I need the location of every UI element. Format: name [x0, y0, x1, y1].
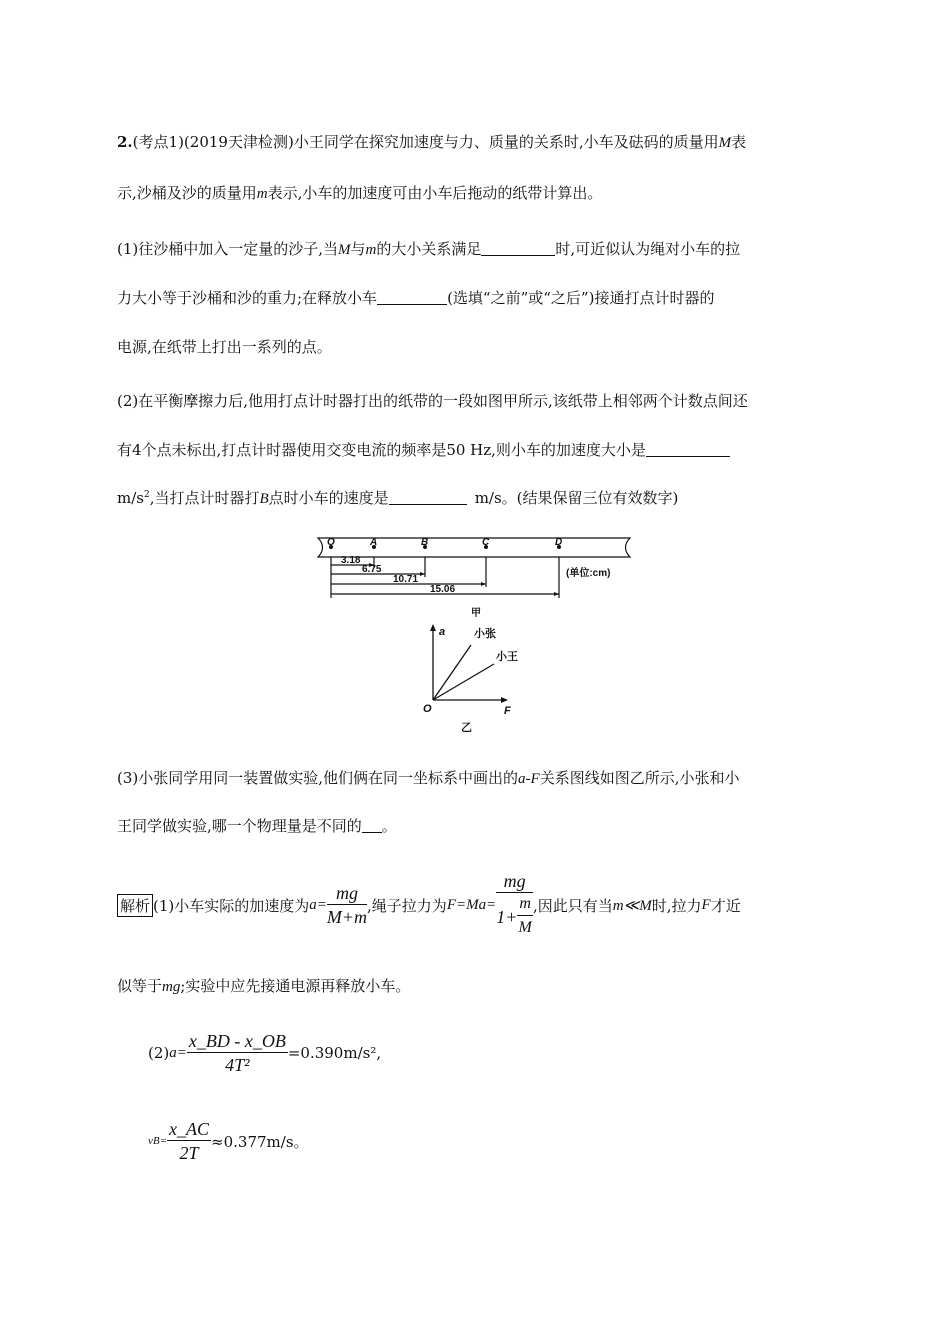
solution-text: ,因此只有当	[532, 896, 613, 915]
distance-OC: 10.71	[393, 574, 419, 585]
question-text: (3)小张同学用同一装置做实验,他们俩在同一坐标系中画出的	[117, 769, 519, 787]
solution-text: a=	[169, 1044, 187, 1061]
symbol-m: m	[256, 186, 268, 202]
answer-blank-2[interactable]	[377, 290, 447, 305]
symbol-aF: a-F	[518, 771, 540, 787]
origin-label: O	[423, 703, 432, 715]
question-text: 电源,在纸带上打出一系列的点。	[117, 338, 332, 356]
solution-line-1	[117, 870, 741, 940]
question-text: 关系图线如图乙所示,小张和小	[539, 769, 740, 787]
part2-line-2	[117, 439, 730, 460]
tape-outline	[318, 538, 630, 557]
fraction-numerator: mg	[327, 882, 367, 905]
question-text: 王同学做实验,哪一个物理量是不同的	[117, 817, 362, 835]
question-text: 与	[350, 240, 366, 258]
distance-OA: 3.18	[341, 555, 361, 566]
solution-text: ;实验中应先接通电源再释放小车。	[180, 977, 411, 995]
fraction-denominator: M+m	[326, 906, 368, 927]
question-line-1	[117, 131, 746, 152]
question-text: 时,可近似认为绳对小车的拉	[555, 240, 741, 258]
question-text: 的大小关系满足	[376, 240, 482, 258]
solution-text: a=	[309, 896, 327, 913]
solution-line-4	[148, 1113, 309, 1169]
fraction-velocity	[167, 1118, 211, 1165]
denominator-prefix: 1+	[496, 906, 518, 927]
question-text: 点时小车的速度是	[268, 489, 389, 507]
label-xiaozhang: 小张	[474, 628, 496, 640]
question-line-2	[117, 182, 602, 203]
fraction-denominator: 2T	[179, 1142, 199, 1163]
tape-point-B: B	[421, 537, 429, 548]
part2-line-3	[117, 487, 678, 508]
solution-text: 时,拉力	[651, 896, 702, 915]
tape-point-D: D	[555, 537, 563, 548]
line-xiaowang	[433, 664, 494, 700]
solution-line-2	[117, 975, 410, 996]
question-number: 2.	[117, 133, 133, 151]
part2-line-1	[117, 390, 748, 411]
question-text: 示,沙桶及沙的质量用	[117, 184, 257, 202]
symbol-m: m	[365, 242, 377, 258]
y-axis-label: a	[439, 626, 446, 638]
solution-text: (1)小车实际的加速度为	[153, 896, 310, 915]
solution-result: ≈0.377m/s。	[211, 1132, 309, 1151]
question-text: (选填“之前”或“之后”)接通打点计时器的	[447, 289, 715, 307]
fraction-acceleration	[327, 882, 367, 929]
question-text: 。	[381, 817, 397, 835]
answer-blank-4[interactable]	[389, 490, 467, 505]
solution-tag: 解析	[117, 894, 153, 917]
symbol-F: F	[701, 896, 711, 913]
solution-result: =0.390m/s²,	[287, 1044, 382, 1062]
figure-caption-jia: 甲	[471, 608, 481, 619]
fraction-denominator: 4T²	[225, 1054, 250, 1075]
fraction-acceleration-result	[187, 1030, 288, 1077]
part1-line-3	[117, 336, 332, 357]
nested-fraction	[517, 893, 533, 940]
fraction-denominator	[496, 893, 533, 940]
tape-point-A: A	[370, 537, 378, 548]
fraction-numerator: x_AC	[169, 1118, 210, 1139]
solution-text: 似等于	[117, 977, 163, 995]
answer-blank-5[interactable]	[362, 818, 382, 833]
distance-OD: 15.06	[430, 584, 456, 595]
symbol-vB: vB=	[148, 1135, 168, 1147]
tape-unit: (单位:cm)	[566, 568, 611, 579]
solution-text: 才近	[710, 896, 741, 915]
distance-OB: 6.75	[362, 564, 382, 575]
fraction-numerator: x_BD - x_OB	[188, 1030, 286, 1051]
part3-line-2	[117, 815, 397, 836]
fraction-denominator: M	[518, 919, 532, 936]
solution-text: F=Ma=	[446, 896, 497, 913]
line-xiaozhang	[433, 645, 471, 700]
question-text: 有4个点未标出,打点计时器使用交变电流的频率是50 Hz,则小车的加速度大小是	[117, 441, 646, 459]
solution-line-3	[148, 1025, 381, 1081]
fraction-numerator: m	[517, 893, 533, 916]
question-text: 小王同学在探究加速度与力、质量的关系时,小车及砝码的质量用	[293, 133, 719, 151]
part1-line-2	[117, 287, 714, 308]
label-xiaowang: 小王	[496, 651, 518, 663]
figure-graph	[418, 618, 538, 736]
tape-point-C: C	[482, 537, 490, 548]
fraction-numerator: mg	[496, 870, 533, 893]
part3-line-1	[117, 767, 739, 788]
question-text: (1)往沙桶中加入一定量的沙子,当	[117, 240, 339, 258]
question-source: (考点1)(2019天津检测)	[132, 133, 294, 151]
symbol-B: B	[259, 491, 269, 507]
x-axis-label: F	[504, 705, 511, 717]
solution-text: (2)	[148, 1044, 170, 1062]
condition: m≪M	[612, 897, 652, 914]
part1-line-1	[117, 238, 740, 259]
fraction-tension	[496, 870, 533, 940]
tape-point-O: O	[327, 537, 335, 548]
figure-caption-yi: 乙	[461, 722, 472, 734]
question-text: (2)在平衡摩擦力后,他用打点计时器打出的纸带的一段如图甲所示,该纸带上相邻两个计数点间还	[117, 392, 748, 410]
y-axis-arrow	[430, 624, 436, 631]
unit-superscript: 2	[143, 490, 150, 500]
symbol-mg: mg	[162, 979, 181, 995]
symbol-M: M	[338, 242, 351, 258]
question-text: m/s	[117, 489, 144, 507]
answer-blank-1[interactable]	[481, 241, 555, 256]
question-text: 表	[731, 133, 747, 151]
x-axis-arrow	[501, 697, 508, 703]
figure-tape	[308, 532, 648, 632]
question-text: 力大小等于沙桶和沙的重力;在释放小车	[117, 289, 378, 307]
question-text: m/s。(结果保留三位有效数字)	[474, 489, 679, 507]
question-text: 表示,小车的加速度可由小车后拖动的纸带计算出。	[267, 184, 603, 202]
question-text: ,当打点计时器打	[149, 489, 260, 507]
answer-blank-3[interactable]	[646, 442, 730, 457]
solution-text: ,绳子拉力为	[367, 896, 447, 915]
symbol-M: M	[718, 135, 732, 151]
